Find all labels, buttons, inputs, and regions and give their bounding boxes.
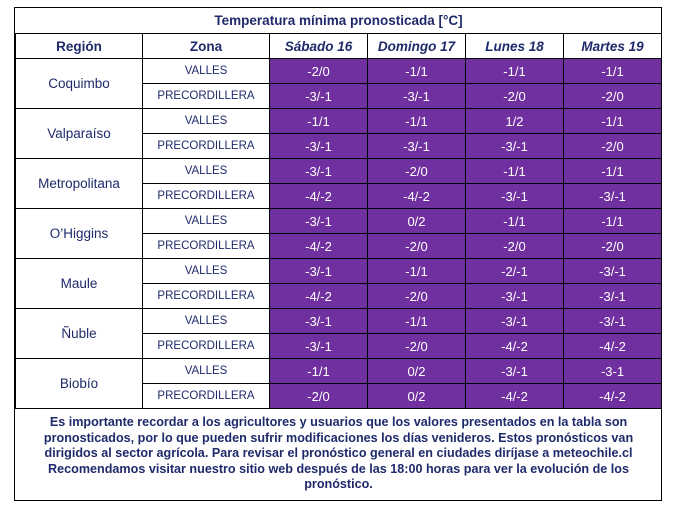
temperature-cell: -3/-1 (270, 84, 368, 109)
temperature-cell: -1/1 (368, 259, 466, 284)
zone-cell: PRECORDILLERA (143, 84, 270, 109)
footnote-line: Recomendamos visitar nuestro sitio web después de las 18:00 horas para ver la evolución de los (48, 461, 629, 476)
temperature-cell: -3/-1 (564, 309, 662, 334)
temperature-cell: -4/-2 (564, 334, 662, 359)
temperature-cell: -3/-1 (466, 309, 564, 334)
temperature-cell: -4/-2 (368, 184, 466, 209)
temperature-cell: 0/2 (368, 384, 466, 409)
header-day-2: Domingo 17 (368, 34, 466, 59)
temperature-cell: -1/1 (466, 159, 564, 184)
temperature-cell: -3/-1 (466, 134, 564, 159)
temperature-cell: -1/1 (564, 59, 662, 84)
region-cell: Biobío (16, 359, 143, 409)
temperature-cell: -2/0 (368, 284, 466, 309)
table-row (16, 109, 662, 134)
zone-cell: PRECORDILLERA (143, 134, 270, 159)
temperature-cell: -4/-2 (270, 234, 368, 259)
temperature-cell: -4/-2 (270, 284, 368, 309)
footnote-line: pronóstico. (304, 477, 373, 491)
temperature-cell: -3/-1 (368, 84, 466, 109)
temperature-cell: -3/-1 (270, 334, 368, 359)
temperature-cell: -4/-2 (466, 334, 564, 359)
table-row (16, 159, 662, 184)
temperature-cell: -3/-1 (270, 209, 368, 234)
temperature-cell: -2/-1 (466, 259, 564, 284)
header-zona: Zona (143, 34, 270, 59)
header-day-4: Martes 19 (564, 34, 662, 59)
temperature-cell: -1/1 (368, 309, 466, 334)
footnote-line: Es importante recordar a los agricultores y usuarios que los valores presentados en la tabla son (49, 415, 628, 429)
zone-cell: PRECORDILLERA (143, 234, 270, 259)
forecast-table (15, 8, 662, 500)
temperature-cell: -4/-2 (466, 384, 564, 409)
temperature-cell: -2/0 (368, 234, 466, 259)
temperature-cell: -1/1 (368, 109, 466, 134)
region-cell: O’Higgins (16, 209, 143, 259)
temperature-cell: -3/-1 (466, 184, 564, 209)
forecast-sheet (14, 7, 662, 501)
footnote-line: pronosticados, por lo que pueden sufrir modificaciones los días venideros. Estos pronósticos van (43, 430, 634, 445)
temperature-cell: -1/1 (564, 159, 662, 184)
zone-cell: PRECORDILLERA (143, 184, 270, 209)
region-cell: Metropolitana (16, 159, 143, 209)
zone-cell: VALLES (143, 109, 270, 134)
region-cell: Coquimbo (16, 59, 143, 109)
temperature-cell: 0/2 (368, 209, 466, 234)
temperature-cell: -3-1 (564, 359, 662, 384)
table-body (16, 59, 662, 409)
header-region: Región (16, 34, 143, 59)
region-cell: Maule (16, 259, 143, 309)
temperature-cell: -1/1 (466, 59, 564, 84)
temperature-cell: -2/0 (270, 59, 368, 84)
table-row (16, 359, 662, 384)
temperature-cell: -1/1 (564, 109, 662, 134)
table-row (16, 59, 662, 84)
temperature-cell: -2/0 (564, 84, 662, 109)
region-cell: Ñuble (16, 309, 143, 359)
temperature-cell: -2/0 (466, 234, 564, 259)
temperature-cell: -3/-1 (466, 284, 564, 309)
table-title: Temperatura mínima pronosticada [°C] (16, 8, 662, 34)
header-row (16, 34, 662, 59)
temperature-cell: -3/-1 (564, 284, 662, 309)
zone-cell: VALLES (143, 359, 270, 384)
temperature-cell: -1/1 (564, 209, 662, 234)
table-row (16, 259, 662, 284)
temperature-cell: -2/0 (466, 84, 564, 109)
zone-cell: VALLES (143, 209, 270, 234)
temperature-cell: -2/0 (564, 234, 662, 259)
table-row (16, 309, 662, 334)
temperature-cell: 1/2 (466, 109, 564, 134)
temperature-cell: -3/-1 (270, 159, 368, 184)
temperature-cell: -3/-1 (270, 134, 368, 159)
header-day-1: Sábado 16 (270, 34, 368, 59)
zone-cell: VALLES (143, 309, 270, 334)
temperature-cell: -2/0 (368, 159, 466, 184)
temperature-cell: -3/-1 (368, 134, 466, 159)
temperature-cell: -1/1 (270, 109, 368, 134)
zone-cell: PRECORDILLERA (143, 334, 270, 359)
temperature-cell: -2/0 (368, 334, 466, 359)
temperature-cell: -3/-1 (270, 309, 368, 334)
zone-cell: PRECORDILLERA (143, 384, 270, 409)
zone-cell: VALLES (143, 259, 270, 284)
temperature-cell: -1/1 (270, 359, 368, 384)
temperature-cell: -4/-2 (564, 384, 662, 409)
temperature-cell: -4/-2 (270, 184, 368, 209)
temperature-cell: -3/-1 (564, 259, 662, 284)
zone-cell: PRECORDILLERA (143, 284, 270, 309)
temperature-cell: -2/0 (270, 384, 368, 409)
footnote (16, 409, 662, 500)
footnote-line: dirigidos al sector agrícola. Para revisar el pronóstico general en ciudades diríjase a meteochile.cl (44, 446, 633, 460)
zone-cell: VALLES (143, 159, 270, 184)
temperature-cell: -1/1 (368, 59, 466, 84)
header-day-3: Lunes 18 (466, 34, 564, 59)
zone-cell: VALLES (143, 59, 270, 84)
temperature-cell: -3/-1 (466, 359, 564, 384)
temperature-cell: -3/-1 (564, 184, 662, 209)
temperature-cell: -2/0 (564, 134, 662, 159)
temperature-cell: -1/1 (466, 209, 564, 234)
temperature-cell: 0/2 (368, 359, 466, 384)
table-row (16, 209, 662, 234)
region-cell: Valparaíso (16, 109, 143, 159)
temperature-cell: -3/-1 (270, 259, 368, 284)
